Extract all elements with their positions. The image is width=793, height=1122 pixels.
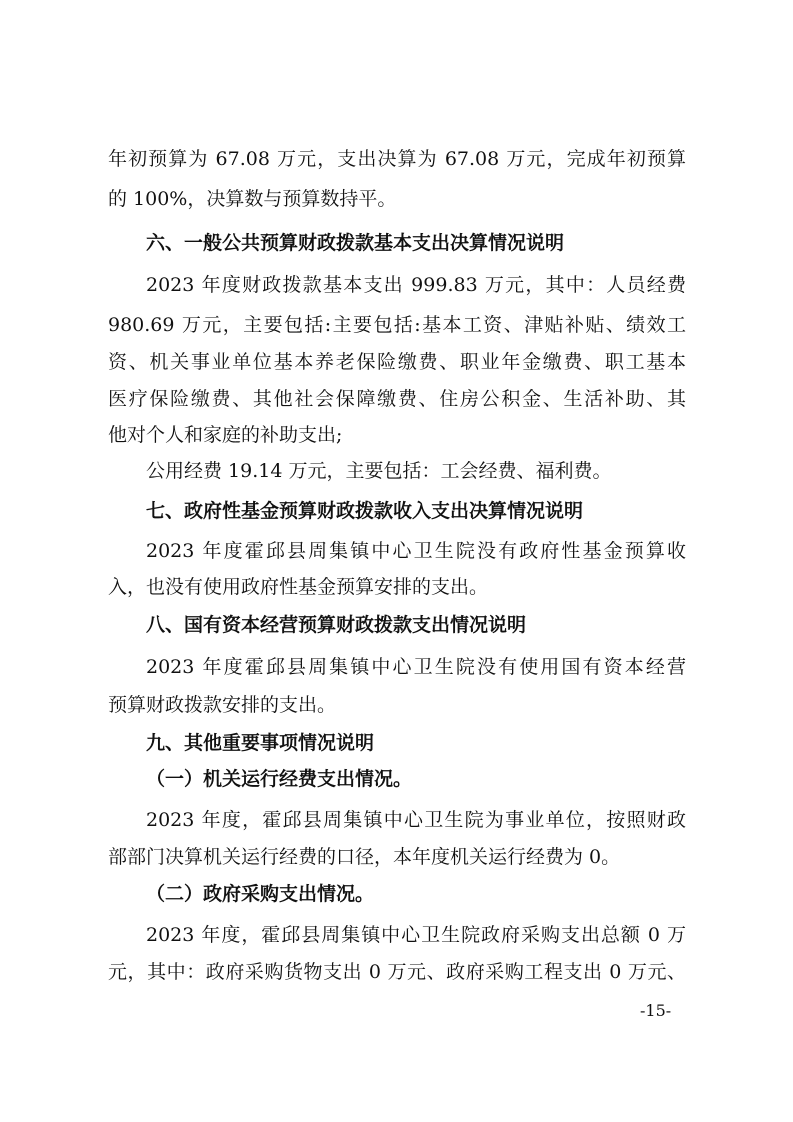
page-number: -15- bbox=[640, 1001, 672, 1020]
text-line: 元，其中：政府采购货物支出 0 万元、政府采购工程支出 0 万元、 bbox=[108, 961, 686, 983]
text-line: 医疗保险缴费、其他社会保障缴费、住房公积金、生活补助、其 bbox=[108, 388, 686, 410]
text-line: 预算财政拨款安排的支出。 bbox=[108, 694, 337, 716]
subsection-heading-1: （一）机关运行经费支出情况。 bbox=[146, 768, 413, 790]
text-line: 的 100%，决算数与预算数持平。 bbox=[108, 188, 397, 210]
subsection-heading-2: （二）政府采购支出情况。 bbox=[146, 883, 375, 905]
section-heading-7: 七、政府性基金预算财政拨款收入支出决算情况说明 bbox=[146, 500, 584, 522]
text-line: 2023 年度霍邱县周集镇中心卫生院没有使用国有资本经营 bbox=[146, 656, 686, 678]
text-line: 公用经费 19.14 万元，主要包括：工会经费、福利费。 bbox=[146, 460, 612, 482]
text-line: 2023 年度，霍邱县周集镇中心卫生院为事业单位，按照财政 bbox=[146, 809, 686, 831]
text-line: 入，也没有使用政府性基金预算安排的支出。 bbox=[108, 576, 489, 598]
section-heading-6: 六、一般公共预算财政拨款基本支出决算情况说明 bbox=[146, 232, 565, 254]
text-line: 年初预算为 67.08 万元，支出决算为 67.08 万元，完成年初预算 bbox=[108, 148, 686, 170]
text-line: 资、机关事业单位基本养老保险缴费、职业年金缴费、职工基本 bbox=[108, 351, 686, 373]
text-line: 2023 年度，霍邱县周集镇中心卫生院政府采购支出总额 0 万 bbox=[146, 924, 686, 946]
text-line: 部部门决算机关运行经费的口径，本年度机关运行经费为 0。 bbox=[108, 846, 621, 868]
text-line: 2023 年度财政拨款基本支出 999.83 万元，其中：人员经费 bbox=[146, 274, 686, 296]
section-heading-9: 九、其他重要事项情况说明 bbox=[146, 732, 375, 754]
text-line: 他对个人和家庭的补助支出; bbox=[108, 424, 343, 446]
section-heading-8: 八、国有资本经营预算财政拨款支出情况说明 bbox=[146, 614, 527, 636]
text-line: 980.69 万元，主要包括:主要包括:基本工资、津贴补贴、绩效工 bbox=[108, 314, 686, 336]
text-line: 2023 年度霍邱县周集镇中心卫生院没有政府性基金预算收 bbox=[146, 540, 686, 562]
